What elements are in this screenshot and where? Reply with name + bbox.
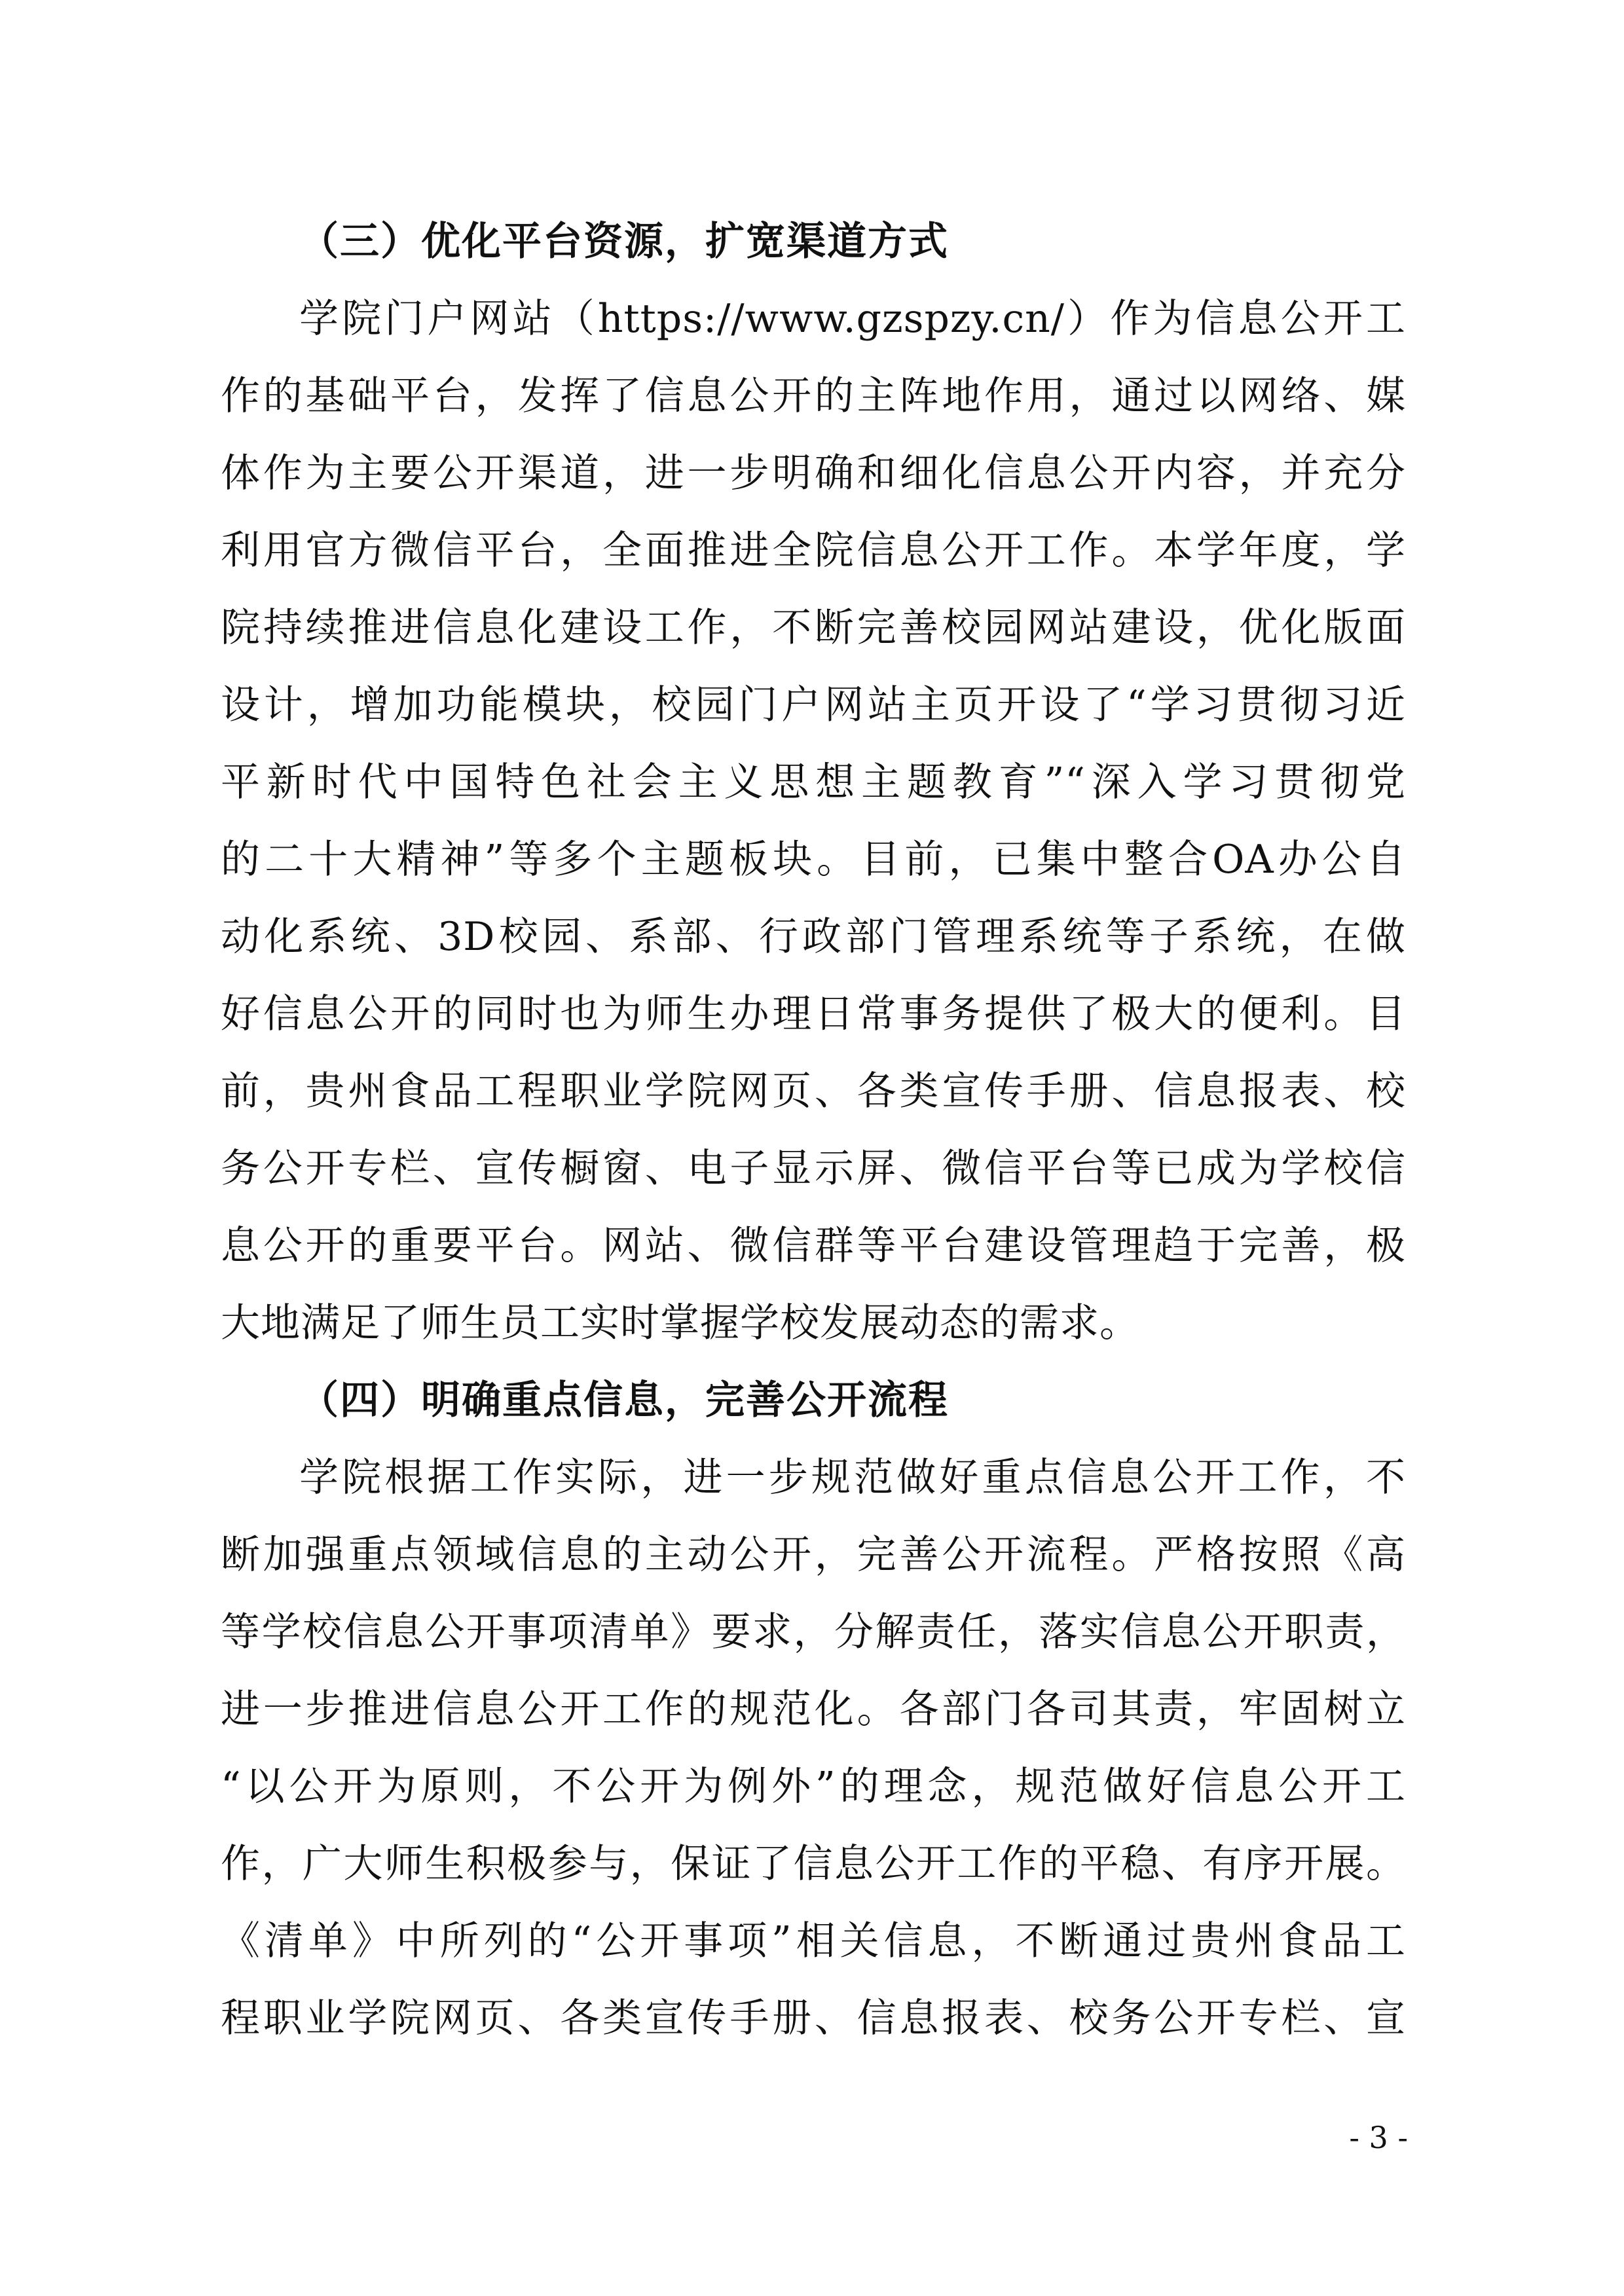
paragraph-line: 息公开的重要平台。网站、微信群等平台建设管理趋于完善，极 [221, 1223, 1406, 1269]
page-number: - 3 - [1349, 2120, 1408, 2155]
section-paragraph-3 [221, 280, 1406, 1362]
section-paragraph-4 [221, 1439, 1406, 2057]
paragraph-line: 体作为主要公开渠道，进一步明确和细化信息公开内容，并充分 [221, 450, 1406, 496]
paragraph-line: 利用官方微信平台，全面推进全院信息公开工作。本学年度，学 [221, 528, 1406, 574]
paragraph-line: 《清单》中所列的“公开事项”相关信息，不断通过贵州食品工 [221, 1918, 1406, 1964]
paragraph-line: 程职业学院网页、各类宣传手册、信息报表、校务公开专栏、宣 [221, 1995, 1406, 2041]
paragraph-line: 好信息公开的同时也为师生办理日常事务提供了极大的便利。目 [221, 991, 1406, 1037]
document-body [221, 203, 1406, 2057]
paragraph-line: 大地满足了师生员工实时掌握学校发展动态的需求。 [221, 1300, 1139, 1346]
paragraph-line: 学院根据工作实际，进一步规范做好重点信息公开工作，不 [299, 1455, 1406, 1501]
paragraph-line: 的二十大精神”等多个主题板块。目前，已集中整合OA办公自 [221, 837, 1406, 883]
paragraph-line: 等学校信息公开事项清单》要求，分解责任，落实信息公开职责， [221, 1609, 1406, 1655]
paragraph-line: 设计，增加功能模块，校园门户网站主页开设了“学习贯彻习近 [221, 682, 1406, 728]
section-heading-4: （四）明确重点信息，完善公开流程 [299, 1377, 949, 1423]
paragraph-line: 平新时代中国特色社会主义思想主题教育”“深入学习贯彻党 [221, 759, 1406, 805]
paragraph-line: 作，广大师生积极参与，保证了信息公开工作的平稳、有序开展。 [221, 1841, 1406, 1887]
paragraph-line: 作的基础平台，发挥了信息公开的主阵地作用，通过以网络、媒 [221, 373, 1406, 419]
section-heading-3: （三）优化平台资源，扩宽渠道方式 [299, 219, 949, 264]
paragraph-line: 动化系统、3D校园、系部、行政部门管理系统等子系统，在做 [221, 914, 1406, 960]
paragraph-line: 前，贵州食品工程职业学院网页、各类宣传手册、信息报表、校 [221, 1068, 1406, 1114]
paragraph-line: 进一步推进信息公开工作的规范化。各部门各司其责，牢固树立 [221, 1686, 1406, 1732]
paragraph-line: 学院门户网站（https://www.gzspzy.cn/）作为信息公开工 [299, 296, 1406, 342]
paragraph-line: 院持续推进信息化建设工作，不断完善校园网站建设，优化版面 [221, 605, 1406, 651]
paragraph-line: 务公开专栏、宣传橱窗、电子显示屏、微信平台等已成为学校信 [221, 1146, 1406, 1192]
paragraph-line: “以公开为原则，不公开为例外”的理念，规范做好信息公开工 [221, 1764, 1406, 1810]
paragraph-line: 断加强重点领域信息的主动公开，完善公开流程。严格按照《高 [221, 1532, 1406, 1578]
